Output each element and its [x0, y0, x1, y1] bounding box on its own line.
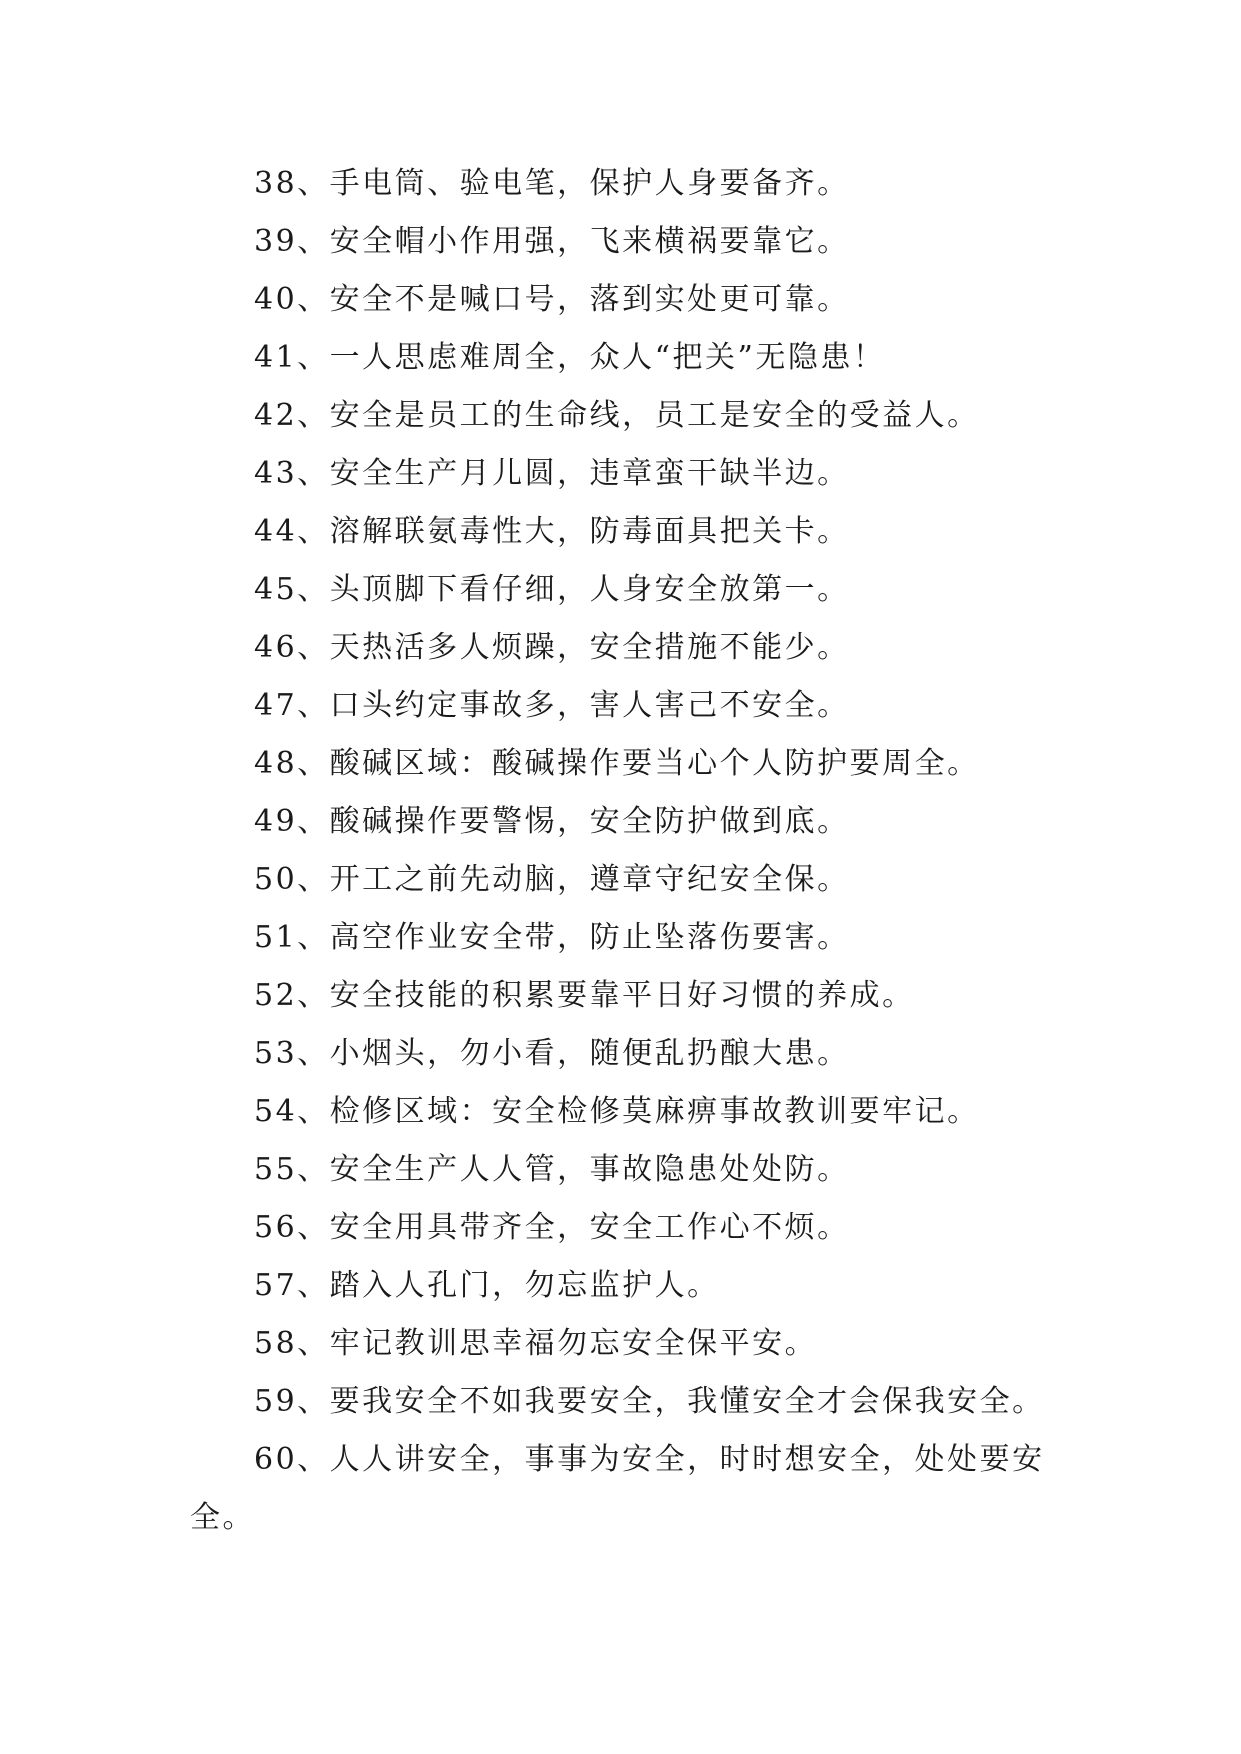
- list-item: 49、酸碱操作要警惕，安全防护做到底。: [254, 804, 850, 839]
- list-item: 54、检修区域：安全检修莫麻痹事故教训要牢记。: [254, 1094, 980, 1129]
- list-item: 57、踏入人孔门，勿忘监护人。: [254, 1268, 720, 1303]
- list-item: 53、小烟头，勿小看，随便乱扔酿大患。: [254, 1036, 850, 1071]
- list-item: 40、安全不是喊口号，落到实处更可靠。: [254, 282, 850, 317]
- list-item: 51、高空作业安全带，防止坠落伤要害。: [254, 920, 850, 955]
- list-item: 59、要我安全不如我要安全，我懂安全才会保我安全。: [254, 1384, 1045, 1419]
- list-item: 39、安全帽小作用强，飞来横祸要靠它。: [254, 224, 850, 259]
- list-item: 38、手电筒、验电笔，保护人身要备齐。: [254, 166, 850, 201]
- list-item: 46、天热活多人烦躁，安全措施不能少。: [254, 630, 850, 665]
- list-item: 55、安全生产人人管，事故隐患处处防。: [254, 1152, 850, 1187]
- list-item: 50、开工之前先动脑，遵章守纪安全保。: [254, 862, 850, 897]
- list-item: 44、溶解联氨毒性大，防毒面具把关卡。: [254, 514, 850, 549]
- slogan-list: [190, 155, 1050, 1547]
- list-item: 58、牢记教训思幸福勿忘安全保平安。: [254, 1326, 818, 1361]
- list-item: 47、口头约定事故多，害人害己不安全。: [254, 688, 850, 723]
- list-item: 48、酸碱区域：酸碱操作要当心个人防护要周全。: [254, 746, 980, 781]
- list-item: 52、安全技能的积累要靠平日好习惯的养成。: [254, 978, 915, 1013]
- list-item: 42、安全是员工的生命线，员工是安全的受益人。: [254, 398, 980, 433]
- list-item: 45、头顶脚下看仔细，人身安全放第一。: [254, 572, 850, 607]
- list-item: 43、安全生产月儿圆，违章蛮干缺半边。: [254, 456, 850, 491]
- list-item: 56、安全用具带齐全，安全工作心不烦。: [254, 1210, 850, 1245]
- list-item: 60、人人讲安全，事事为安全，时时想安全，处处要安全。: [190, 1442, 1045, 1535]
- list-item: 41、一人思虑难周全，众人“把关”无隐患！: [254, 340, 886, 375]
